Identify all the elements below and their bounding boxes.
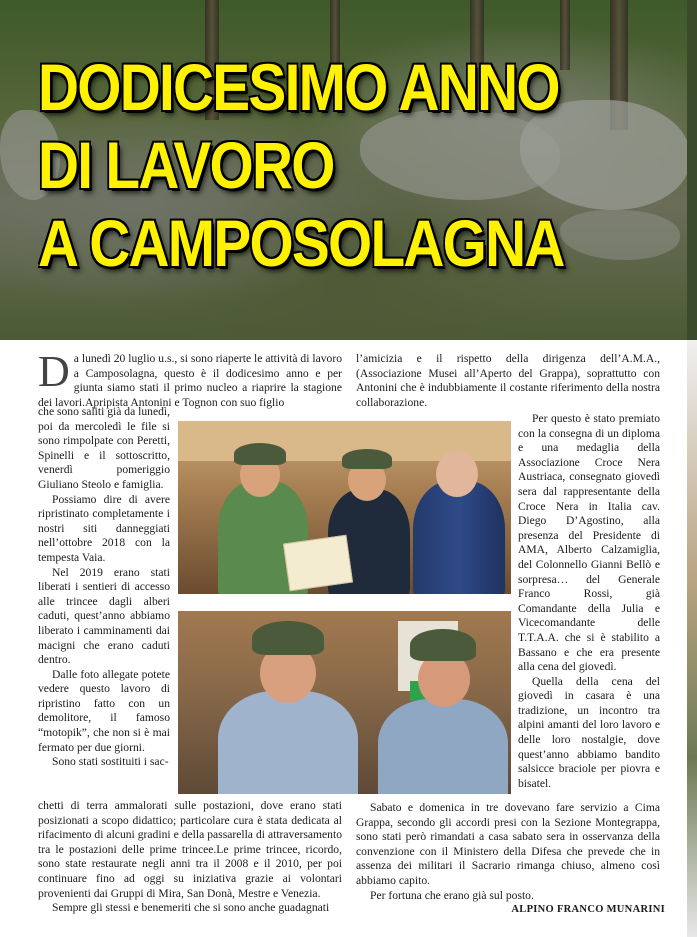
paragraph: Nel 2019 erano stati liberati i sentieri di accesso alle trincee dagli alberi caduti, quest’anno abbiamo liberato i camminamenti dai macigni che erano caduti dentro.: [38, 565, 170, 667]
paragraph: Sempre gli stessi e benemeriti che si sono anche guadagnati: [52, 901, 330, 915]
edge-strip: [687, 340, 697, 937]
paragraph: Sono stati sostituiti i sac-: [52, 755, 169, 769]
alpine-hat: [342, 449, 392, 469]
article-col2-narrow: [518, 412, 660, 791]
paragraph: chetti di terra ammalorati sulle postazioni, dove erano stati posizionati a scopo didattico; particolare cura è stata dedicata al rifacimento di alcuni gradini e della passarella di attraversamento tra le postazioni delle prime trincee.Le prime trincee, ricordo, sono state restaurate negli anni tra il 2008 e il 2010, per poi continuare fino ad oggi su iniziativa grazie ai volontari provenienti dai Gruppi di Mira, San Donà, Mestre e Venezia.: [38, 799, 342, 900]
person: [218, 691, 358, 794]
article-col2-bottom: [356, 801, 660, 903]
alpine-hat: [410, 629, 476, 661]
header-photo: [0, 0, 697, 340]
drop-cap: D: [38, 347, 70, 396]
rock: [560, 210, 680, 260]
photo-award-ceremony: [178, 421, 511, 594]
paragraph: l’amicizia e il rispetto della dirigenza dell’A.M.A., (Associazione Musei all’Aperto del Grappa), soprattutto con Antonini che è indubbiamente il costante riferimento della nostra collaborazione.: [356, 352, 660, 409]
alpine-hat: [234, 443, 286, 465]
edge-strip: [687, 0, 697, 340]
page-title: [38, 48, 564, 282]
diploma: [283, 535, 353, 591]
paragraph: Possiamo dire di avere ripristinato completamente i nostri siti danneggiati nell’ottobre 2018 con la tempesta Vaia.: [38, 492, 170, 564]
photo-two-alpini: [178, 611, 511, 794]
title-line: A CAMPOSOLAGNA: [38, 206, 564, 280]
paragraph: Per fortuna che erano già sul posto.: [370, 888, 534, 902]
author-signature: ALPINO FRANCO MUNARINI: [511, 904, 665, 915]
paragraph: Dalle foto allegate potete vedere questo lavoro di ripristino fatto con un demolitore, il famoso “motopik”, che non si è mai fermato per due giorni.: [38, 667, 170, 754]
paragraph: Sabato e domenica in tre dovevano fare servizio a Cima Grappa, secondo gli accordi presi con la Sezione Montegrappa, sono stati però rimandati a casa sabato sera in osservanza della convenzione con il Ministero della Difesa che prevede che in assenza dei militari il Sacrario rimanga chiuso, almeno così abbiamo capito.: [356, 801, 660, 887]
person: [378, 699, 508, 794]
paragraph: Per questo è stato premiato con la consegna di un diploma e una medaglia della Associazione Croce Nera Austriaca, consegnato giovedì sera dal rappresentante della Croce Nera in Italia cav. Diego D’Agostino, alla presenza del Presidente di AMA, Alberto Calzamiglia, del Colonnello Gianni Bellò e sorpresa… del Generale Franco Rossi, già Comandante della Julia e Vicecomandante delle T.T.A.A. che si è stabilito a Bassano e che era presente alla cena del giovedì.: [518, 412, 660, 674]
article-col1-bottom: [38, 799, 342, 916]
paragraph: Quella della cena del giovedì in casara è una tradizione, un incontro tra alpini amanti del loro lavoro e delle loro nostalgie, dove quest’anno abbiamo bandito salsicce braciole per piovra e bisatel.: [518, 674, 660, 790]
paragraph: che sono saliti già da lunedì, poi da mercoledì le file si sono rimpolpate con Peretti, Spinelli e il sottoscritto, venerdì pomeriggio Giuliano Steolo e famiglia.: [38, 405, 171, 491]
article-col1-narrow: [38, 405, 170, 770]
title-line: DODICESIMO ANNO: [38, 50, 559, 124]
person-head: [436, 451, 478, 497]
alpine-hat: [252, 621, 324, 655]
article-col2-top: [356, 352, 660, 410]
title-line: DI LAVORO: [38, 128, 334, 202]
person: [413, 481, 505, 594]
paragraph: a lunedì 20 luglio u.s., si sono riaperte le attività di lavoro a Camposolagna, questo è il dodicesimo anno e per giunta siamo stati il primo nucleo a riaprire la stagione dei lavori.Apripista Antonini e Tognon con suo figlio: [38, 352, 342, 409]
article-col1-intro: [38, 347, 342, 410]
